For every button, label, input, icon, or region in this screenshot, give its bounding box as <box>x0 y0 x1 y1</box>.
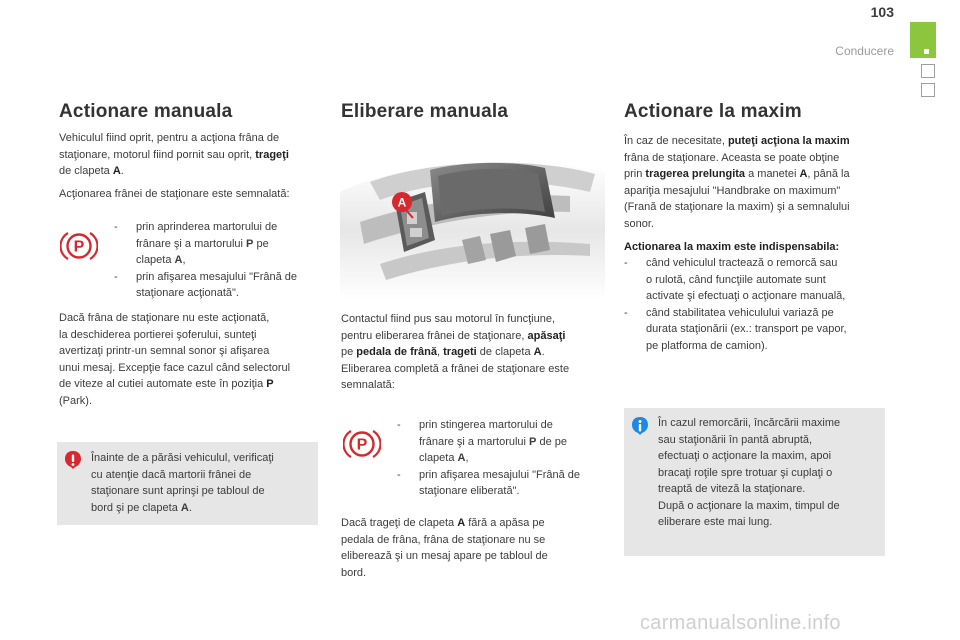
col3-para2-bold: Actionarea la maxim este indispensabila: <box>624 241 840 253</box>
bullet-line <box>136 252 329 269</box>
col3-para2 <box>624 239 894 256</box>
col3-para1-bold: A <box>799 168 808 180</box>
title-actionare-manuala: Actionare manuala <box>59 101 233 122</box>
col2-para2-line: eliberează şi un mesaj apare pe tabloul de <box>341 550 548 562</box>
title-eliberare-manuala: Eliberare manuala <box>341 101 509 122</box>
col2-para2-line: bord. <box>341 566 367 579</box>
col2-para-line: Contactul fiind pus sau motorul în funcţiune, <box>341 313 556 325</box>
bullet-bold: P <box>246 237 254 250</box>
note-line: efectuaţi o acţionare la maxim, apoi <box>658 450 832 462</box>
tab-dot <box>924 49 929 54</box>
info-note <box>624 408 885 556</box>
note-bold: A <box>180 501 189 514</box>
section-box-1 <box>921 64 935 78</box>
bullet-dash: - <box>114 270 118 283</box>
bullet-line: durata staţionării (ex.: transport pe vapor, <box>646 323 847 335</box>
col1-intro-text2: staţionare, motorul fiind pornit sau oprit, <box>59 148 256 161</box>
bullet-bold: A <box>174 254 183 266</box>
bullet-line: când stabilitatea vehiculului variază pe <box>646 306 834 319</box>
col2-para2-line <box>341 515 613 532</box>
col2-para2-text: Dacă trageţi de clapeta <box>341 517 458 529</box>
note-line: cu atenţie dacă martorii frânei de <box>91 468 252 481</box>
note-text: . <box>188 501 192 514</box>
bullet-line: activate şi efectuaţi o acţionare manuală, <box>646 290 846 302</box>
bullet-line: când vehiculul tractează o remorcă sau <box>646 257 838 269</box>
col3-para1-bold: puteţi acţiona la maxim <box>727 135 850 147</box>
bullet-dash: - <box>624 306 628 319</box>
illustration-label-a: A <box>397 195 407 210</box>
col1-para2-line <box>59 376 329 393</box>
col3-para1-text: În caz de necesitate, <box>624 135 728 147</box>
bullet-text: , <box>465 452 469 464</box>
bullet-line: o rulotă, când funcţiile automate sunt <box>646 273 826 286</box>
bullet-text: clapeta <box>419 452 458 464</box>
bullet-line <box>419 450 612 467</box>
note-line: staţionare sunt aprinşi pe tabloul de <box>91 485 265 497</box>
parking-brake-warning-icon <box>343 426 381 462</box>
col2-para-bold: trageti <box>443 346 477 358</box>
col1-para2-line: unui mesaj. Excepţie face cazul când selectorul <box>59 361 291 374</box>
col2-para-text: pentru eliberarea frânei de staţionare, <box>341 329 528 342</box>
col1-intro-bold-a: A <box>112 165 121 177</box>
col3-para1-line: sonor. <box>624 217 654 230</box>
bullet-line: staţionare acţionată". <box>136 287 239 299</box>
bullet-dash: - <box>624 257 628 269</box>
col2-para-bold: apăsaţi <box>527 329 566 342</box>
col2-para-bold: pedala de frână <box>356 346 437 358</box>
col1-para2-line: avertizaţi printr-un semnal sonor şi afişarea <box>59 345 270 357</box>
bullet-line: prin aprinderea martorului de <box>136 221 278 233</box>
title-actionare-la-maxim: Actionare la maxim <box>624 101 802 122</box>
col1-intro <box>59 130 329 180</box>
list-item <box>624 305 894 355</box>
col3-para1-text: a manetei <box>745 168 800 180</box>
col1-intro-line2 <box>59 147 329 164</box>
bullet-text: clapeta <box>136 254 175 266</box>
list-item <box>397 417 612 467</box>
note-line <box>91 500 313 517</box>
bullet-dash: - <box>397 468 401 481</box>
col2-para-text: , <box>437 346 444 358</box>
col1-para2-line: (Park). <box>59 394 92 407</box>
col2-para2-text: fără a apăsa pe <box>465 517 545 529</box>
col2-para-line <box>341 328 613 345</box>
list-item <box>114 219 329 269</box>
parking-brake-lever-illustration <box>340 152 605 300</box>
col2-para-line <box>341 344 613 361</box>
bullet-line: pe platforma de camion). <box>646 339 768 352</box>
col3-para1-line <box>624 166 894 183</box>
col1-intro-bold: trageţi <box>255 148 289 161</box>
info-icon <box>630 416 650 436</box>
warning-note <box>57 442 318 525</box>
bullet-line <box>419 434 612 451</box>
col2-para2-line: pedala de frâna, frâna de staţionare nu se <box>341 533 546 546</box>
note-line: bracaţi roţile spre trotuar şi cuplaţi o <box>658 466 833 479</box>
col2-para2 <box>341 515 613 581</box>
col2-bullet-list <box>397 417 612 500</box>
col3-para1-line: apariţia mesajului "Handbrake on maximum" <box>624 184 841 197</box>
bullet-text: frânare şi a martorului <box>419 435 530 448</box>
list-item <box>624 255 894 305</box>
col2-para-line: semnalată: <box>341 379 395 391</box>
bullet-dash: - <box>114 221 118 233</box>
col2-para-text: de clapeta <box>476 346 534 358</box>
section-tab-marker <box>910 22 936 58</box>
bullet-text: pe <box>253 237 269 250</box>
bullet-dash: - <box>397 419 401 431</box>
section-name: Conducere <box>835 44 894 58</box>
col1-para2-bold: P <box>266 378 274 390</box>
bullet-bold: A <box>457 452 466 464</box>
col2-para2-bold: A <box>457 517 466 529</box>
parking-brake-warning-icon <box>60 228 98 264</box>
section-box-2 <box>921 83 935 97</box>
col1-bullet-list <box>114 219 329 302</box>
watermark: carmanualsonline.info <box>640 612 841 634</box>
col2-para-text: . <box>541 346 545 358</box>
note-line: eliberare este mai lung. <box>658 516 773 528</box>
col3-para1-line <box>624 133 894 150</box>
bullet-line: prin afişarea mesajului "Frână de <box>419 468 581 481</box>
col1-para2-line: Dacă frâna de staţionare nu este acţionată, <box>59 312 270 324</box>
col2-para-bold: A <box>533 346 542 358</box>
col2-para-line: Eliberarea completă a frânei de staţionare este <box>341 362 570 375</box>
col3-para2-title <box>624 239 894 256</box>
bullet-line <box>136 236 329 253</box>
col3-para1-bold: tragerea prelungita <box>645 168 746 180</box>
note-line: Înainte de a părăsi vehiculul, verificaţi <box>91 452 274 464</box>
bullet-line: prin afişarea mesajului "Frână de <box>136 270 298 283</box>
col3-para1-text: , până la <box>807 168 850 180</box>
warning-note-text <box>91 450 313 516</box>
bullet-bold: P <box>529 435 537 448</box>
col3-para1 <box>624 133 894 232</box>
col1-intro-line3 <box>59 163 329 180</box>
bullet-text: , <box>182 254 186 266</box>
svg-text:P: P <box>73 238 85 256</box>
col3-bullet-list <box>624 255 894 354</box>
note-line: sau staţionării în pantă abruptă, <box>658 433 813 446</box>
note-line: În cazul remorcării, încărcării maxime <box>658 417 841 429</box>
bullet-line: prin stingerea martorului de <box>419 419 553 431</box>
col1-para2-line: la deschiderea portierei şoferului, sunteţi <box>59 328 257 341</box>
col1-para2-text: de viteze al cutiei automate este în poziţia <box>59 378 267 390</box>
col1-intro-text3: de clapeta <box>59 165 113 177</box>
bullet-line: staţionare eliberată". <box>419 485 520 497</box>
col3-para1-line: (Frană de staţionare la maxim) şi a semnalului <box>624 201 850 213</box>
col1-intro-end: . <box>120 165 124 177</box>
col3-para1-text: prin <box>624 168 646 180</box>
warning-exclamation-icon <box>63 450 83 470</box>
col2-para <box>341 311 613 394</box>
note-line: treaptă de viteză la staţionare. <box>658 483 806 495</box>
list-item <box>397 467 612 500</box>
col1-para2 <box>59 310 329 409</box>
note-text: bord şi pe clapeta <box>91 501 181 514</box>
page-number: 103 <box>870 4 894 20</box>
bullet-text: frânare şi a martorului <box>136 237 247 250</box>
col2-para-text: pe <box>341 346 357 358</box>
bullet-text: de pe <box>536 435 567 448</box>
col1-intro-line1: Vehiculul fiind oprit, pentru a acţiona frâna de <box>59 132 280 144</box>
list-item <box>114 269 329 302</box>
col3-para1-line: frâna de staţionare. Aceasta se poate obţine <box>624 151 840 164</box>
info-note-text <box>658 415 882 531</box>
svg-text:P: P <box>356 436 368 454</box>
note-line: După o acţionare la maxim, timpul de <box>658 499 840 512</box>
col1-signal-text: Acţionarea frânei de staţionare este semnalată: <box>59 188 290 200</box>
